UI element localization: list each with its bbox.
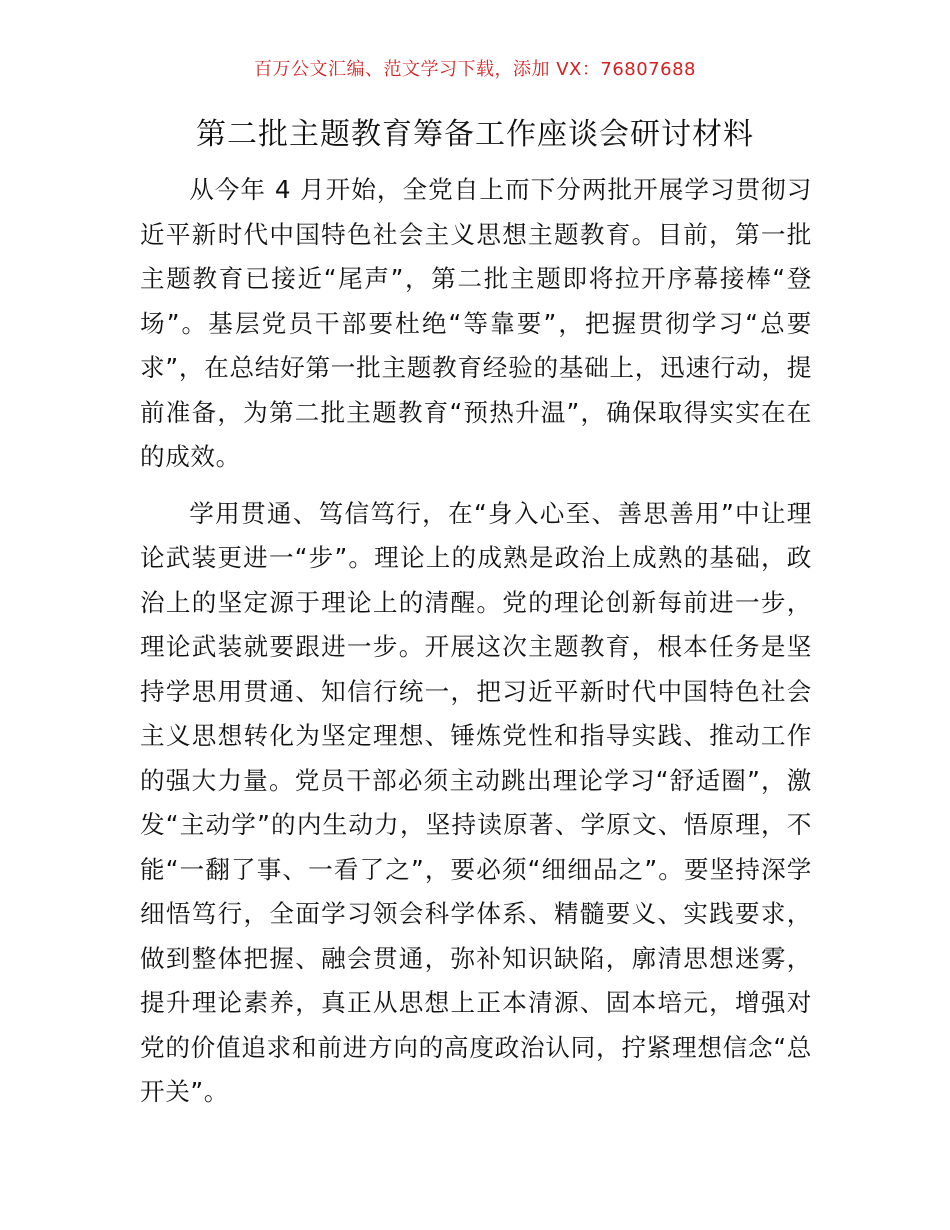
document-title: 第二批主题教育筹备工作座谈会研讨材料 (196, 117, 754, 152)
header-promo-note: 百万公文汇编、范文学习下载，添加 VX：76807688 (254, 59, 696, 80)
document-body (140, 168, 812, 1127)
paragraph-theory: 学用贯通、笃信笃行，在“身入心至、善思善用”中让理论武装更进一“步”。理论上的成熟是政治上成熟的基础，政治上的坚定源于理论上的清醒。党的理论创新每前进一步，理论武装就要跟进一步。开展这次主题教育，根本任务是坚持学思用贯通、知信行统一，把习近平新时代中国特色社会主义思想转化为坚定理想、锤炼党性和指导实践、推动工作的强大力量。党员干部必须主动跳出理论学习“舒适圈”，激发“主动学”的内生动力，坚持读原著、学原文、悟原理，不能“一翻了事、一看了之”，要必须“细细品之”。要坚持深学细悟笃行，全面学习领会科学体系、精髓要义、实践要求，做到整体把握、融会贯通，弥补知识缺陷，廓清思想迷雾，提升理论素养，真正从思想上正本清源、固本培元，增强对党的价值追求和前进方向的高度政治认同，拧紧理想信念“总开关”。 (140, 498, 812, 1106)
paragraph-intro: 从今年 4 月开始，全党自上而下分两批开展学习贯彻习近平新时代中国特色社会主义思想主题教育。目前，第一批主题教育已接近“尾声”，第二批主题即将拉开序幕接棒“登场”。基层党员干部要杜绝“等靠要”，把握贯彻学习“总要求”，在总结好第一批主题教育经验的基础上，迅速行动，提前准备，为第二批主题教育“预热升温”，确保取得实实在在的成效。 (140, 175, 812, 471)
